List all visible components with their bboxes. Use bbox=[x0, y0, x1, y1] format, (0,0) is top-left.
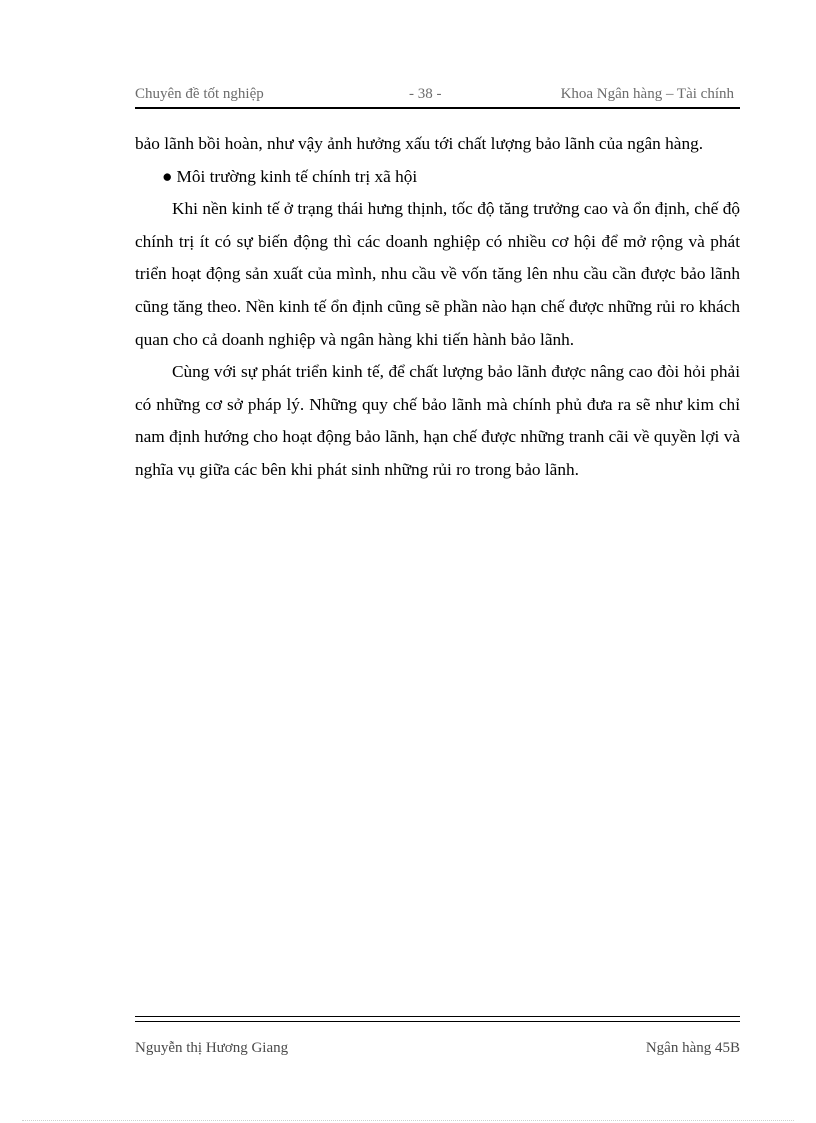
page-bottom-border bbox=[22, 1120, 794, 1121]
paragraph-economy: Khi nền kinh tế ở trạng thái hưng thịnh, tốc độ tăng trưởng cao và ổn định, chế độ chính trị ít có sự biến động thì các doanh nghiệp có nhiều cơ hội để mở rộng và phát triển hoạt động sản xuất của mình, nhu cầu về vốn tăng lên nhu cầu cần được bảo lãnh cũng tăng theo. Nền kinh tế ổn định cũng sẽ phần nào hạn chế được những rủi ro khách quan cho cả doanh nghiệp và ngân hàng khi tiến hành bảo lãnh. bbox=[135, 199, 740, 349]
page-header bbox=[135, 86, 740, 106]
header-divider bbox=[135, 107, 740, 109]
paragraph-continuation: bảo lãnh bồi hoàn, như vậy ảnh hưởng xấu tới chất lượng bảo lãnh của ngân hàng. bbox=[135, 134, 704, 153]
header-page-number: - 38 - bbox=[409, 86, 442, 102]
footer-author: Nguyễn thị Hương Giang bbox=[135, 1040, 289, 1056]
bullet-heading bbox=[135, 161, 740, 194]
page-footer bbox=[135, 1040, 740, 1060]
paragraph-legal: Cùng với sự phát triển kinh tế, để chất lượng bảo lãnh được nâng cao đòi hỏi phải có những cơ sở pháp lý. Những quy chế bảo lãnh mà chính phủ đưa ra sẽ như kim chỉ nam định hướng cho hoạt động bảo lãnh, hạn chế được những tranh cãi về quyền lợi và nghĩa vụ giữa các bên khi phát sinh những rủi ro trong bảo lãnh. bbox=[135, 362, 740, 479]
header-thesis-title: Chuyên đề tốt nghiệp bbox=[135, 86, 264, 102]
footer-divider bbox=[135, 1016, 740, 1022]
document-body bbox=[135, 128, 740, 487]
header-faculty: Khoa Ngân hàng – Tài chính bbox=[560, 86, 734, 102]
bullet-icon: ● bbox=[162, 166, 173, 186]
footer-class: Ngân hàng 45B bbox=[645, 1040, 740, 1056]
bullet-heading-text: Môi trường kinh tế chính trị xã hội bbox=[176, 166, 418, 186]
